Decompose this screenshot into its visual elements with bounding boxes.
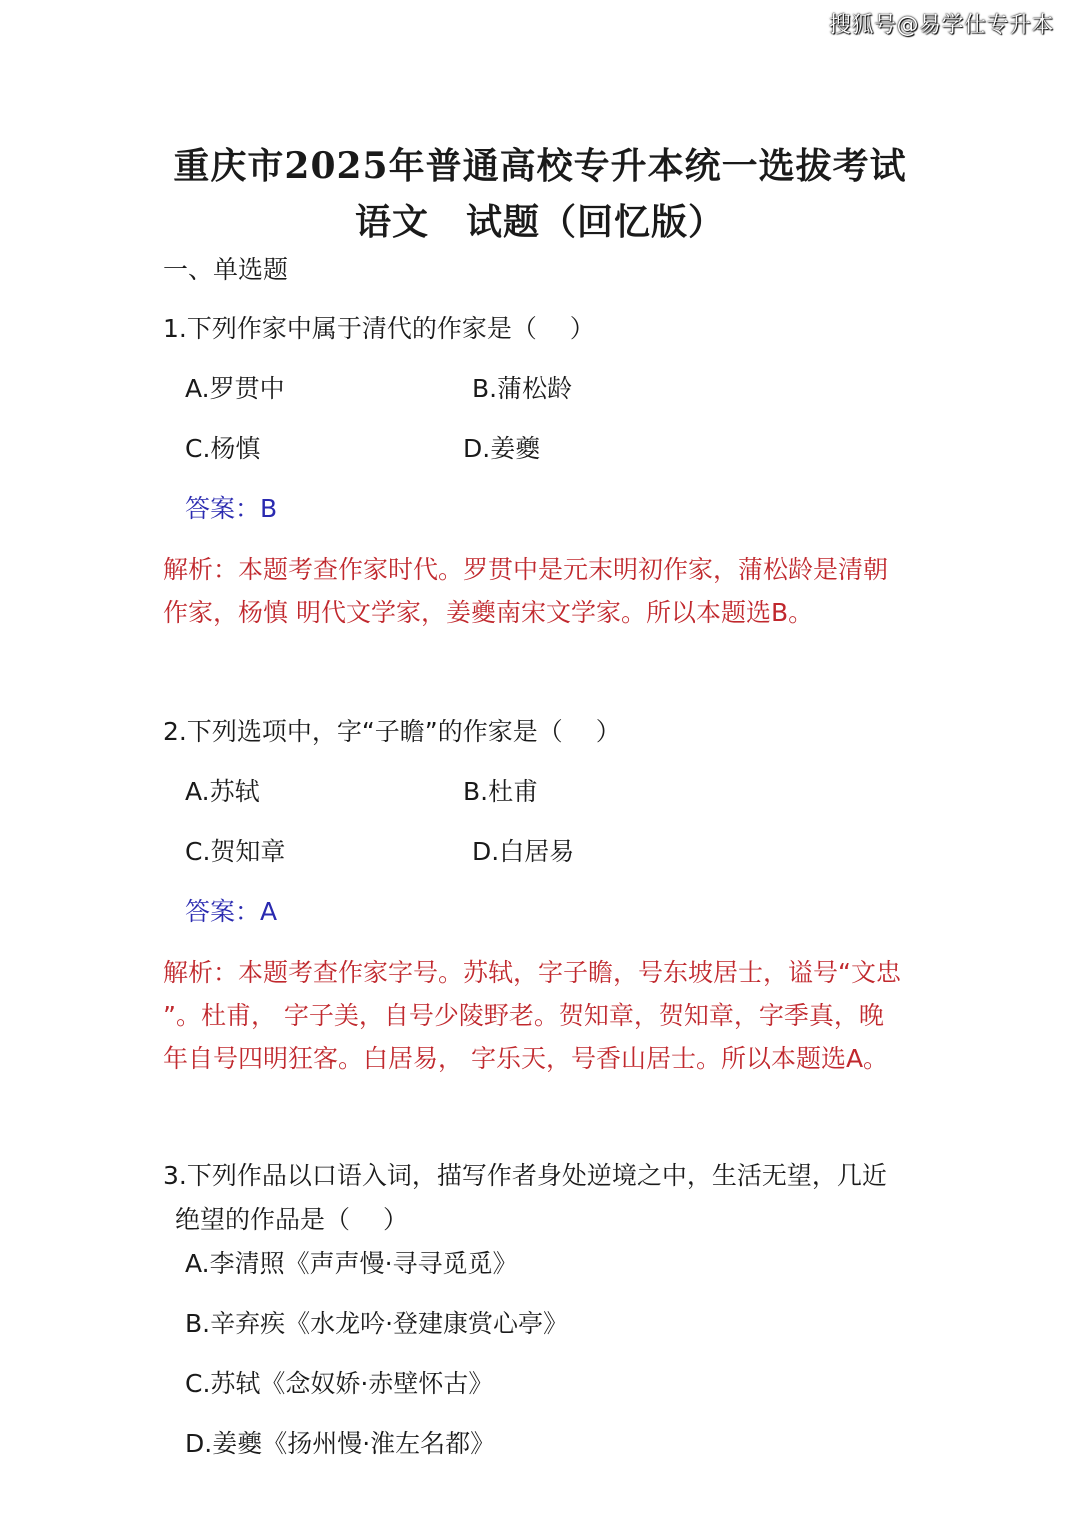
question-1-analysis-line-2: 作家，杨慎 明代文学家，姜夔南宋文学家。所以本题选B。 xyxy=(163,598,814,627)
question-3-option-c: C.苏轼《念奴娇·赤壁怀古》 xyxy=(185,1369,494,1398)
question-1-option-a: A.罗贯中 xyxy=(185,374,285,403)
watermark: 搜狐号@易学仕专升本 xyxy=(828,13,1054,38)
question-1-stem: 1.下列作家中属于清代的作家是（ ） xyxy=(163,314,595,343)
question-2-analysis-line-3: 年自号四明狂客。白居易， 字乐天，号香山居士。所以本题选A。 xyxy=(163,1044,889,1073)
question-2-option-b: B.杜甫 xyxy=(463,777,539,806)
question-3-option-a: A.李清照《声声慢·寻寻觅觅》 xyxy=(185,1249,518,1278)
question-2-analysis-line-2: ”。杜甫， 字子美，自号少陵野老。贺知章，贺知章，字季真，晚 xyxy=(163,1001,884,1030)
question-3-stem-line-1: 3.下列作品以口语入词，描写作者身处逆境之中，生活无望，几近 xyxy=(163,1161,887,1190)
question-1-option-b: B.蒲松龄 xyxy=(472,374,573,403)
question-1-analysis-line-1: 解析：本题考查作家时代。罗贯中是元末明初作家，蒲松龄是清朝 xyxy=(163,555,889,584)
question-2-option-a: A.苏轼 xyxy=(185,777,260,806)
question-3-option-b: B.辛弃疾《水龙吟·登建康赏心亭》 xyxy=(185,1309,569,1338)
question-2-stem: 2.下列选项中，字“子瞻”的作家是（ ） xyxy=(163,717,621,746)
question-2-answer: 答案：A xyxy=(185,897,278,926)
question-2-option-c: C.贺知章 xyxy=(185,837,286,866)
exam-title: 重庆市2025年普通高校专升本统一选拔考试 xyxy=(173,145,907,187)
question-2-analysis-line-1: 解析：本题考查作家字号。苏轼，字子瞻，号东坡居士，谥号“文忠 xyxy=(163,958,901,987)
question-3-option-d: D.姜夔《扬州慢·淮左名都》 xyxy=(185,1429,496,1458)
question-1-answer: 答案：B xyxy=(185,494,278,523)
question-1-option-d: D.姜夔 xyxy=(463,434,541,463)
question-1-option-c: C.杨慎 xyxy=(185,434,261,463)
question-3-stem-line-2: 绝望的作品是（ ） xyxy=(175,1205,408,1234)
section-heading: 一、单选题 xyxy=(163,255,289,284)
exam-subtitle: 语文 试题（回忆版） xyxy=(354,201,725,243)
question-2-option-d: D.白居易 xyxy=(472,837,575,866)
